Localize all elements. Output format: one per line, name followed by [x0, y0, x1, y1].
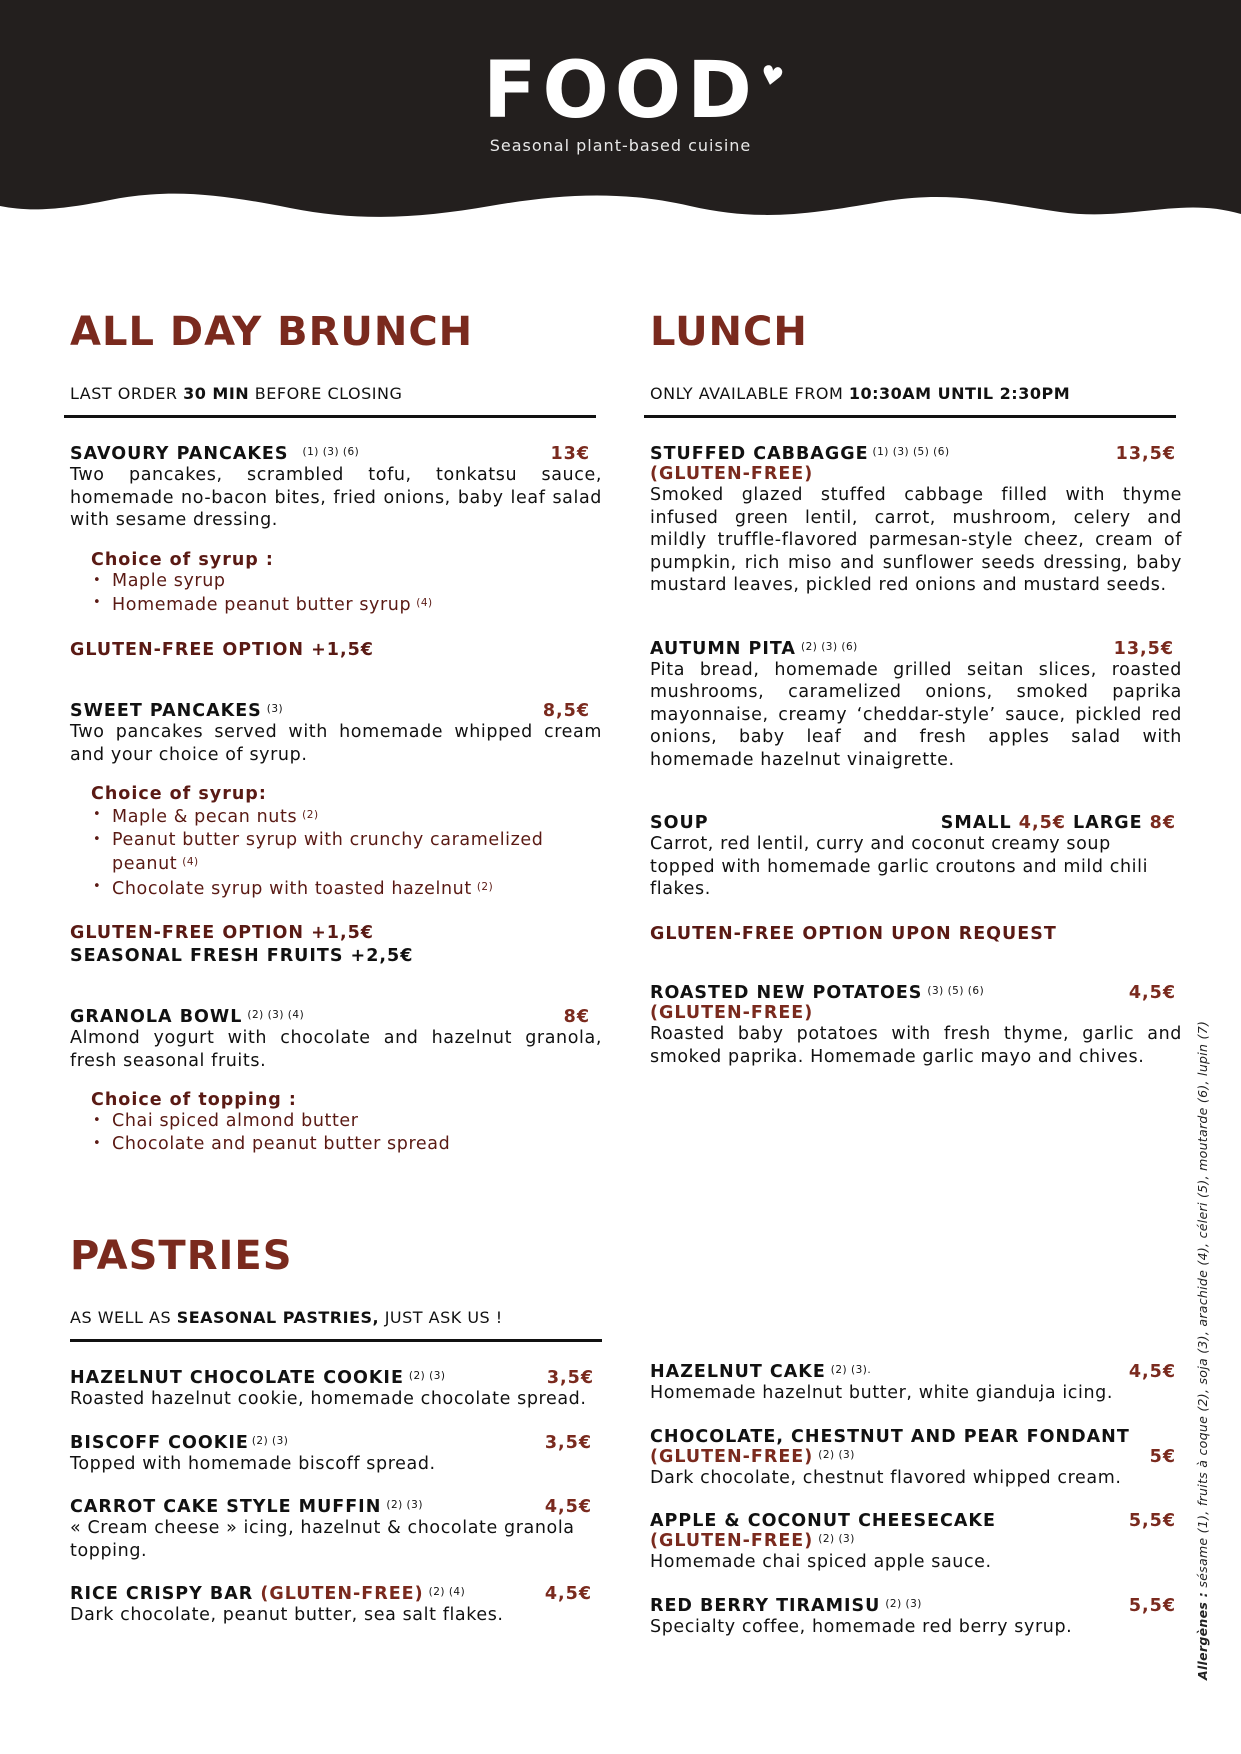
item-name: GRANOLA BOWL $^{(2) (3) (4)}$: [70, 1007, 305, 1027]
item-price: 3,5€: [544, 1432, 592, 1453]
menu-item: [650, 1362, 1182, 1405]
item-name: SOUP: [650, 813, 709, 833]
item-price: 13,5€: [1115, 444, 1176, 464]
gluten-free-label: (GLUTEN-FREE): [650, 464, 814, 484]
item-price: 5,5€: [1128, 1595, 1176, 1616]
item-price: SMALL 4,5€ LARGE 8€: [940, 813, 1176, 833]
menu-item: [650, 1596, 1182, 1639]
pastries-note: AS WELL AS SEASONAL PASTRIES, JUST ASK US !: [70, 1308, 503, 1327]
menu-item: [70, 1368, 602, 1411]
item-name: BISCOFF COOKIE $^{(2) (3)}$: [70, 1432, 289, 1453]
gluten-free-label: (GLUTEN-FREE): [650, 1446, 814, 1467]
item-description: Two pancakes served with homemade whipped cream and your choice of syrup.: [70, 722, 602, 765]
item-option: GLUTEN-FREE OPTION UPON REQUEST: [650, 923, 1057, 944]
choice-option: • Homemade peanut butter syrup $^{(4)}$: [91, 592, 602, 617]
divider: [644, 415, 1176, 418]
item-price: 8€: [563, 1007, 590, 1027]
item-description: Homemade hazelnut butter, white gianduja icing.: [650, 1383, 1114, 1403]
item-description: Smoked glazed stuffed cabbage filled with thyme infused green lentil, carrot, mushroom, celery and mildly truffle-flavored parmesan-style cheez, cream of pumpkin, rich miso and sunflower seeds dressing, baby mustard leaves, pickled red onions and mustard seeds.: [650, 485, 1182, 595]
page-title: FOOD: [483, 46, 758, 136]
item-option: GLUTEN-FREE OPTION +1,5€: [70, 639, 374, 660]
brunch-section: [70, 309, 602, 1155]
pastries-title: PASTRIES: [70, 1233, 293, 1279]
item-price: 3,5€: [546, 1368, 594, 1388]
menu-item: CHOCOLATE, CHESTNUT AND PEAR FONDANT (GLUTEN-FREE) $^{(2) (3)}$ 5€ Dark chocolate, chestnut flavored whipped cream.: [650, 1427, 1182, 1490]
item-description: Pita bread, homemade grilled seitan slices, roasted mushrooms, caramelized onions, smoked paprika mayonnaise, creamy ‘cheddar-style’ sauce, pickled red onions, baby leaf and fresh apples salad with homemade hazelnut vinaigrette.: [650, 659, 1182, 770]
item-name: HAZELNUT CHOCOLATE COOKIE $^{(2) (3)}$: [70, 1368, 446, 1388]
item-description: Topped with homemade biscoff spread.: [70, 1453, 436, 1474]
item-price: 4,5€: [544, 1584, 592, 1604]
lunch-title: LUNCH: [650, 309, 808, 355]
lunch-note: ONLY AVAILABLE FROM 10:30AM UNTIL 2:30PM: [650, 384, 1071, 403]
item-description: Dark chocolate, peanut butter, sea salt flakes.: [70, 1605, 504, 1625]
menu-item: [70, 1007, 602, 1155]
item-price: 4,5€: [544, 1497, 592, 1517]
brunch-note: LAST ORDER 30 MIN BEFORE CLOSING: [70, 384, 403, 403]
heart-icon: ♥: [757, 59, 787, 95]
menu-item: [650, 813, 1182, 945]
menu-item: [650, 444, 1182, 597]
pastries-section: [70, 1233, 602, 1627]
item-price: 8,5€: [542, 701, 590, 721]
menu-item: [650, 983, 1182, 1068]
item-name: SWEET PANCAKES $^{(3)}$: [70, 701, 284, 721]
choice-option: • Maple syrup: [91, 570, 602, 593]
choice-list: Choice of syrup : • Maple syrup • Homemade peanut butter syrup $^{(4)}$: [91, 550, 602, 617]
gluten-free-label: (GLUTEN-FREE): [650, 1003, 814, 1023]
menu-item: [70, 1433, 602, 1476]
menu-item: [650, 639, 1182, 772]
choice-option: • Chocolate syrup with toasted hazelnut $^{(2)}$: [91, 876, 602, 901]
gluten-free-label: (GLUTEN-FREE): [650, 1531, 814, 1551]
item-description: Dark chocolate, chestnut flavored whipped cream.: [650, 1467, 1122, 1488]
item-description: Roasted hazelnut cookie, homemade chocolate spread.: [70, 1389, 587, 1409]
item-description: Carrot, red lentil, curry and coconut creamy soup topped with homemade garlic croutons and mild chili flakes.: [650, 834, 1149, 899]
choice-option: • Maple & pecan nuts $^{(2)}$: [91, 804, 602, 829]
divider: [70, 1339, 602, 1342]
item-description: Almond yogurt with chocolate and hazelnut granola, fresh seasonal fruits.: [70, 1028, 602, 1071]
item-name: RED BERRY TIRAMISU $^{(2) (3)}$: [650, 1595, 922, 1616]
menu-item: [70, 444, 602, 661]
item-price: 13,5€: [1113, 638, 1174, 659]
item-name: AUTUMN PITA $^{(2) (3) (6)}$: [650, 638, 858, 659]
item-description: « Cream cheese » icing, hazelnut & chocolate granola topping.: [70, 1518, 575, 1561]
menu-item: APPLE & COCONUT CHEESECAKE 5,5€ (GLUTEN-FREE) $^{(2) (3)}$ Homemade chai spiced apple sauce.: [650, 1511, 1182, 1574]
item-price: 4,5€: [1128, 983, 1176, 1003]
choice-option: • Chai spiced almond butter: [91, 1110, 602, 1133]
item-description: Roasted baby potatoes with fresh thyme, garlic and smoked paprika. Homemade garlic mayo and chives.: [650, 1024, 1182, 1067]
allergen-legend: Allergènes : sésame (1), fruits à coque (2), soja (3), arachide (4), céleri (5), moutarde (6), lupin (7): [1195, 1020, 1210, 1680]
item-name: CHOCOLATE, CHESTNUT AND PEAR FONDANT: [650, 1426, 1130, 1447]
header-banner: [0, 0, 1241, 240]
item-name: CARROT CAKE STYLE MUFFIN $^{(2) (3)}$: [70, 1497, 423, 1517]
choice-option: • Chocolate and peanut butter spread: [91, 1133, 602, 1156]
item-description: Homemade chai spiced apple sauce.: [650, 1552, 992, 1572]
item-description: Two pancakes, scrambled tofu, tonkatsu sauce, homemade no-bacon bites, fried onions, baby leaf salad with sesame dressing.: [70, 465, 602, 530]
pastries-right-column: [650, 1362, 1182, 1638]
item-name: HAZELNUT CAKE $^{(2) (3).}$: [650, 1362, 872, 1382]
page-subtitle: Seasonal plant-based cuisine: [489, 136, 752, 155]
item-name: ROASTED NEW POTATOES $^{(3) (5) (6)}$: [650, 983, 985, 1003]
choice-list: Choice of topping : • Chai spiced almond butter • Chocolate and peanut butter spread: [91, 1090, 602, 1155]
choice-list: Choice of syrup: • Maple & pecan nuts $^{(2)}$ • Peanut butter syrup with crunchy caramelized peanut $^{(4)}$ • Chocolate syrup with toasted hazelnut $^{(2)}$: [91, 784, 602, 900]
item-description: Specialty coffee, homemade red berry syrup.: [650, 1616, 1073, 1637]
item-price: 13€: [550, 444, 590, 464]
item-price: 5€: [1149, 1446, 1176, 1467]
choice-option: • Peanut butter syrup with crunchy caramelized peanut $^{(4)}$: [91, 829, 602, 876]
item-name: STUFFED CABBAGGE $^{(1) (3) (5) (6)}$: [650, 444, 950, 464]
menu-item: [70, 1584, 602, 1627]
lunch-section: [650, 309, 1182, 1068]
item-price: 5,5€: [1128, 1511, 1176, 1531]
menu-item: [70, 1497, 602, 1562]
item-name: SAVOURY PANCAKES $^{(1) (3) (6)}$: [70, 444, 360, 464]
brunch-title: ALL DAY BRUNCH: [70, 309, 474, 355]
item-option: GLUTEN-FREE OPTION +1,5€ SEASONAL FRESH FRUITS +2,5€: [70, 923, 414, 966]
item-name: APPLE & COCONUT CHEESECAKE: [650, 1511, 996, 1531]
menu-item: [70, 701, 602, 967]
item-price: 4,5€: [1128, 1362, 1176, 1382]
item-name: RICE CRISPY BAR (GLUTEN-FREE) $^{(2) (4)}$: [70, 1584, 466, 1604]
divider: [64, 415, 596, 418]
